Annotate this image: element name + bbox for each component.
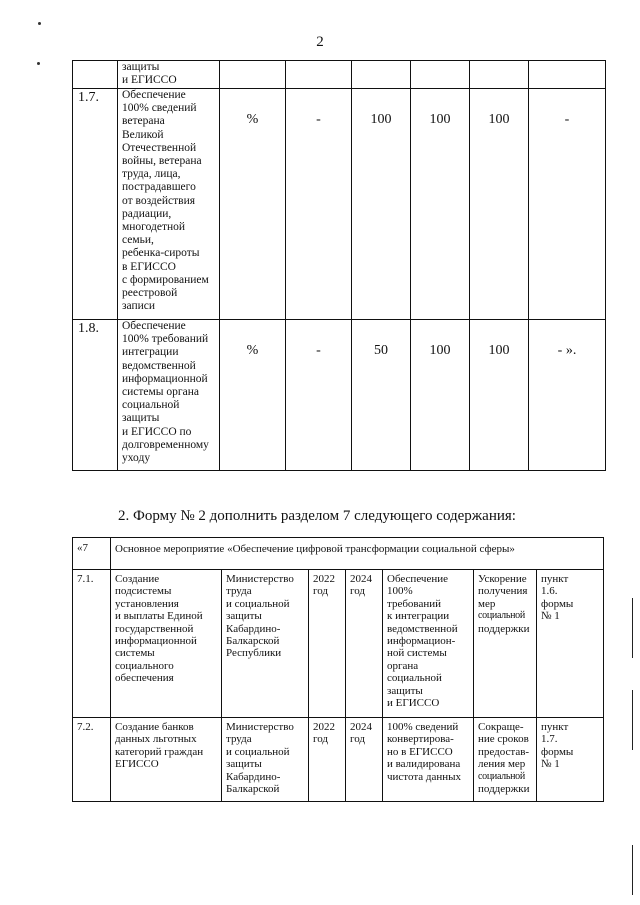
unit-cell: % bbox=[220, 320, 286, 471]
desc-line: и ЕГИССО bbox=[122, 74, 177, 87]
empty-cell bbox=[286, 61, 352, 89]
text-line: защиты bbox=[226, 758, 262, 771]
scan-edge-line bbox=[632, 598, 633, 658]
text-line: обеспечения bbox=[115, 672, 174, 685]
text-line: ведомственной bbox=[387, 622, 458, 635]
scan-mark bbox=[37, 62, 40, 65]
text-line: год bbox=[313, 585, 329, 598]
text-line: год bbox=[350, 733, 366, 746]
end-year bbox=[346, 570, 383, 718]
text-line: 2024 bbox=[350, 573, 372, 585]
value-cell: 100 bbox=[470, 89, 529, 320]
desc-line: информационной bbox=[122, 372, 208, 385]
desc-line: пострадавшего bbox=[122, 181, 196, 194]
desc-line: интеграции bbox=[122, 346, 179, 359]
empty-cell bbox=[411, 61, 470, 89]
executor bbox=[222, 570, 309, 718]
indicators-table bbox=[72, 60, 606, 471]
text-line: № 1 bbox=[541, 610, 560, 623]
text-line: пункт bbox=[541, 721, 569, 733]
text-line: год bbox=[313, 733, 329, 746]
text-line: ние сроков bbox=[478, 733, 529, 746]
text-line: пункт bbox=[541, 573, 569, 585]
form-reference bbox=[537, 570, 604, 718]
executor bbox=[222, 718, 309, 802]
table-header-row bbox=[73, 538, 604, 570]
scan-edge-line bbox=[632, 690, 633, 750]
section-number: «7 bbox=[73, 538, 111, 570]
row-number: 1.7. bbox=[73, 89, 118, 320]
value-cell: 100 bbox=[470, 320, 529, 471]
text-line: ной системы bbox=[387, 647, 447, 660]
measure-name bbox=[111, 718, 222, 802]
text-line: № 1 bbox=[541, 758, 560, 771]
text-line: но в ЕГИССО bbox=[387, 745, 453, 758]
desc-line: долговременному bbox=[122, 438, 209, 451]
start-year bbox=[309, 570, 346, 718]
text-line: и социальной bbox=[226, 597, 290, 610]
text-line: Кабардино- bbox=[226, 622, 281, 635]
value-cell: 50 bbox=[352, 320, 411, 471]
text-line: ЕГИССО bbox=[115, 758, 159, 771]
text-line: категорий граждан bbox=[115, 745, 204, 758]
text-line: Ускорение bbox=[478, 573, 527, 585]
desc-line: труда, лица, bbox=[122, 168, 181, 181]
effect bbox=[474, 718, 537, 802]
start-year bbox=[309, 718, 346, 802]
value-cell: 100 bbox=[352, 89, 411, 320]
value-cell: 100 bbox=[411, 89, 470, 320]
text-line: Балкарской bbox=[226, 783, 280, 796]
text-line: социальной bbox=[387, 672, 442, 685]
table-row bbox=[73, 320, 606, 471]
text-line: и социальной bbox=[226, 745, 290, 758]
text-line: Создание bbox=[115, 573, 160, 585]
text-line: к интеграции bbox=[387, 610, 450, 623]
text-line: Министерство bbox=[226, 721, 294, 733]
text-line: формы bbox=[541, 745, 574, 758]
desc-line: социальной bbox=[122, 399, 180, 412]
text-line: и валидирована bbox=[387, 758, 461, 771]
text-line: системы bbox=[115, 647, 155, 660]
text-line: 2022 bbox=[313, 721, 335, 733]
page-number: 2 bbox=[316, 34, 324, 50]
desc-line: с формированием bbox=[122, 273, 209, 286]
desc-line: 100% требований bbox=[122, 333, 209, 346]
desc-line: ребенка-сироты bbox=[122, 247, 200, 260]
text-line: и ЕГИССО bbox=[387, 697, 440, 710]
text-line: социального bbox=[115, 659, 174, 672]
desc-line: системы органа bbox=[122, 386, 199, 399]
desc-line: радиации, bbox=[122, 207, 172, 220]
row-number: 7.2. bbox=[73, 718, 111, 802]
indicator-description bbox=[118, 320, 220, 471]
desc-line: Великой bbox=[122, 128, 164, 141]
text-line: Обеспечение bbox=[387, 573, 448, 585]
empty-cell bbox=[352, 61, 411, 89]
text-line: социальной bbox=[478, 770, 525, 782]
text-line: чистота данных bbox=[387, 770, 462, 783]
desc-line: защиты bbox=[122, 412, 160, 425]
text-line: государственной bbox=[115, 622, 194, 635]
desc-line: Отечественной bbox=[122, 141, 197, 154]
scan-mark bbox=[38, 22, 41, 25]
desc-line: реестровой bbox=[122, 287, 178, 300]
text-line: 100% сведений bbox=[387, 721, 459, 733]
text-line: социальной bbox=[478, 610, 525, 622]
text-line: труда bbox=[226, 585, 252, 598]
text-line: требований bbox=[387, 597, 442, 610]
text-line: труда bbox=[226, 733, 252, 746]
text-line: Балкарской bbox=[226, 635, 280, 648]
value-cell: - bbox=[286, 320, 352, 471]
text-line: Создание банков bbox=[115, 721, 194, 733]
text-line: предостав- bbox=[478, 745, 530, 758]
text-line: конвертирова- bbox=[387, 733, 454, 746]
desc-line: в ЕГИССО bbox=[122, 260, 176, 273]
text-line: Кабардино- bbox=[226, 770, 281, 783]
expected-result bbox=[383, 718, 474, 802]
text-line: защиты bbox=[387, 684, 423, 697]
desc-line: уходу bbox=[122, 452, 151, 465]
text-line: Министерство bbox=[226, 573, 294, 585]
value-cell: - ». bbox=[529, 320, 606, 471]
text-line: 1.6. bbox=[541, 585, 558, 598]
table-row bbox=[73, 570, 604, 718]
desc-line: защиты bbox=[122, 61, 160, 73]
empty-cell bbox=[220, 61, 286, 89]
desc-line: записи bbox=[122, 300, 156, 313]
expected-result bbox=[383, 570, 474, 718]
desc-line: 100% сведений bbox=[122, 102, 197, 115]
measures-table bbox=[72, 537, 604, 802]
desc-line: Обеспечение bbox=[122, 89, 186, 101]
table-row bbox=[73, 718, 604, 802]
text-line: формы bbox=[541, 597, 574, 610]
row-number: 7.1. bbox=[73, 570, 111, 718]
table-row bbox=[73, 61, 606, 89]
scan-edge-line bbox=[632, 845, 633, 895]
measure-name bbox=[111, 570, 222, 718]
text-line: ления мер bbox=[478, 758, 526, 771]
text-line: 2024 bbox=[350, 721, 372, 733]
text-line: 1.7. bbox=[541, 733, 558, 746]
row-number bbox=[73, 61, 118, 89]
text-line: данных льготных bbox=[115, 733, 197, 746]
form-reference bbox=[537, 718, 604, 802]
desc-line: ветерана bbox=[122, 115, 165, 128]
desc-line: войны, ветерана bbox=[122, 155, 202, 168]
table-row bbox=[73, 89, 606, 320]
end-year bbox=[346, 718, 383, 802]
desc-line: многодетной bbox=[122, 221, 186, 234]
row-number: 1.8. bbox=[73, 320, 118, 471]
section-heading: 2. Форму № 2 дополнить разделом 7 следующего содержания: bbox=[118, 508, 516, 524]
value-cell: 100 bbox=[411, 320, 470, 471]
desc-line: семьи, bbox=[122, 234, 154, 247]
empty-cell bbox=[470, 61, 529, 89]
desc-line: Обеспечение bbox=[122, 320, 186, 332]
text-line: поддержки bbox=[478, 783, 530, 796]
text-line: информационной bbox=[115, 635, 197, 648]
text-line: подсистемы bbox=[115, 585, 172, 598]
effect bbox=[474, 570, 537, 718]
text-line: установления bbox=[115, 597, 179, 610]
text-line: органа bbox=[387, 659, 419, 672]
indicator-description bbox=[118, 89, 220, 320]
indicator-description bbox=[118, 61, 220, 89]
text-line: год bbox=[350, 585, 366, 598]
text-line: 2022 bbox=[313, 573, 335, 585]
text-line: и выплаты Единой bbox=[115, 610, 203, 623]
text-line: мер bbox=[478, 597, 496, 610]
text-line: защиты bbox=[226, 610, 262, 623]
text-line: 100% bbox=[387, 585, 413, 598]
text-line: информацион- bbox=[387, 635, 456, 648]
empty-cell bbox=[529, 61, 606, 89]
section-title: Основное мероприятие «Обеспечение цифровой трансформации социальной сферы» bbox=[111, 538, 604, 570]
value-cell: - bbox=[529, 89, 606, 320]
text-line: поддержки bbox=[478, 622, 530, 635]
desc-line: и ЕГИССО по bbox=[122, 425, 192, 438]
unit-cell: % bbox=[220, 89, 286, 320]
text-line: получения bbox=[478, 585, 528, 598]
text-line: Сокраще- bbox=[478, 721, 524, 733]
value-cell: - bbox=[286, 89, 352, 320]
desc-line: от воздействия bbox=[122, 194, 196, 207]
desc-line: ведомственной bbox=[122, 359, 196, 372]
text-line: Республики bbox=[226, 647, 282, 660]
